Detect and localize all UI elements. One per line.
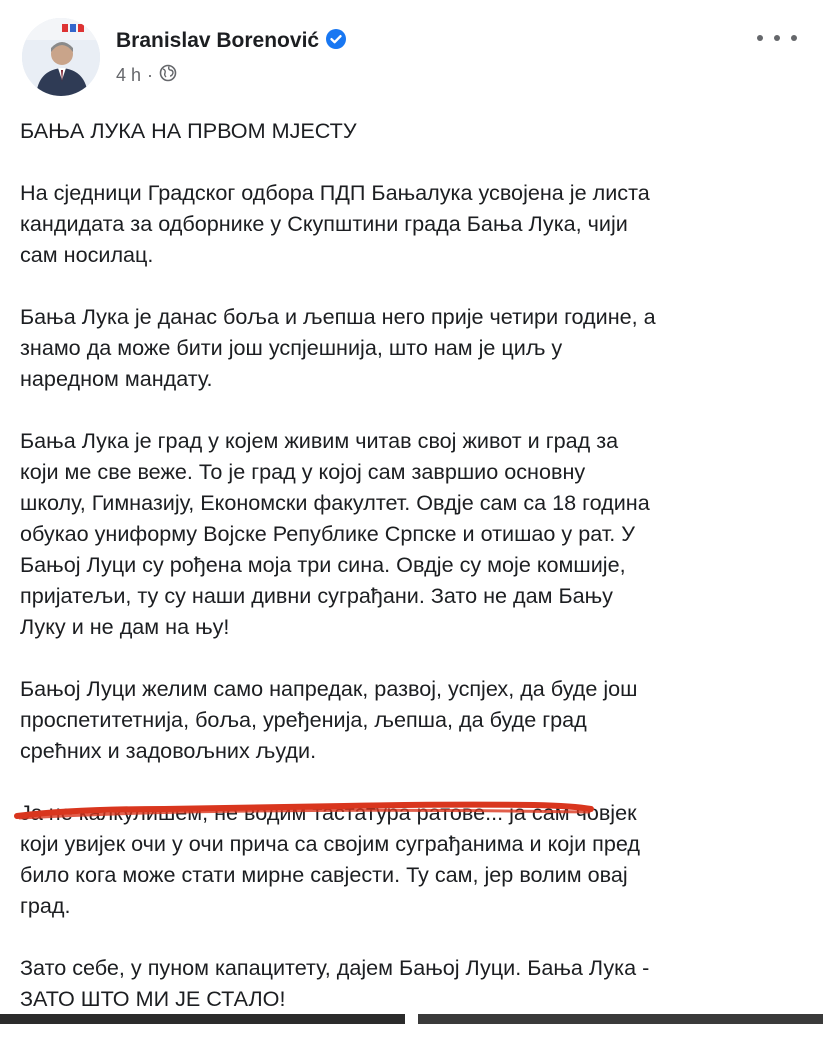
post-line: Бањој Луци желим само напредак, развој, успјех, да буде још [20, 676, 638, 701]
author-avatar[interactable] [22, 18, 100, 96]
post-line: који ме све веже. То је град у којој сам завршио основну [20, 459, 586, 484]
post-line: Зато себе, у пуном капацитету, дајем Бањој Луци. Бања Лука - [20, 955, 650, 980]
post-line: обукао униформу Војске Републике Српске и отишао у рат. У [20, 521, 635, 546]
post-line: било кога може стати мирне савјести. Ту сам, јер волим овај [20, 862, 628, 887]
post-line: који увијек очи у очи прича са својим суграђанима и који пред [20, 831, 641, 856]
post-line: пријатељи, ту су наши дивни суграђани. Зато не дам Бању [20, 583, 613, 608]
dot-icon [757, 35, 763, 41]
post-paragraph-highlighted [20, 797, 810, 921]
post-time[interactable]: 4 h [116, 65, 142, 85]
post-line: срећних и задовољних људи. [20, 738, 317, 763]
post-line: проспетитетнија, боља, уређенија, љепша, да буде град [20, 707, 587, 732]
globe-icon[interactable] [159, 64, 177, 87]
avatar-photo [22, 18, 100, 96]
post-paragraph [20, 301, 810, 394]
post-media-left[interactable] [0, 1014, 405, 1024]
post-line: БАЊА ЛУКА НА ПРВОМ МЈЕСТУ [20, 118, 357, 143]
post-line: Бања Лука је данас боља и љепша него прије четири године, а [20, 304, 656, 329]
post-header [0, 0, 823, 110]
post-meta [116, 64, 177, 87]
dot-icon [774, 35, 780, 41]
post-line: град. [20, 893, 71, 918]
verified-badge-icon [325, 28, 347, 56]
post-line: Бањој Луци су рођена моја три сина. Овдје су моје комшије, [20, 552, 626, 577]
post-body [20, 115, 810, 1045]
author-name-text[interactable]: Branislav Borenović [116, 29, 320, 52]
post-paragraph [20, 425, 810, 642]
post-line: На сједници Градског одбора ПДП Бањалука усвојена је листа [20, 180, 650, 205]
dot-icon [791, 35, 797, 41]
more-options-icon[interactable] [757, 26, 797, 50]
post-line: сам носилац. [20, 242, 154, 267]
post-line: Луку и не дам на њу! [20, 614, 230, 639]
post-paragraph [20, 673, 810, 766]
post-line: ЗАТО ШТО МИ ЈЕ СТАЛО! [20, 986, 286, 1011]
post-paragraph [20, 952, 810, 1014]
post-line: кандидата за одборнике у Скупштини града Бања Лука, чији [20, 211, 628, 236]
post-line: наредном мандату. [20, 366, 213, 391]
post-line: Бања Лука је град у којем живим читав свој живот и град за [20, 428, 619, 453]
post-media-right[interactable] [418, 1014, 823, 1024]
post-title [20, 115, 810, 146]
author-name[interactable] [116, 28, 347, 56]
post-line: Ја не калкулишем, не водим тастатура ратове... ја сам човјек [20, 800, 637, 825]
meta-separator: · [147, 65, 154, 85]
post-paragraph [20, 177, 810, 270]
post-line: школу, Гимназију, Економски факултет. Овдје сам са 18 година [20, 490, 650, 515]
post-line: знамо да може бити још успјешнија, што нам је циљ у [20, 335, 563, 360]
